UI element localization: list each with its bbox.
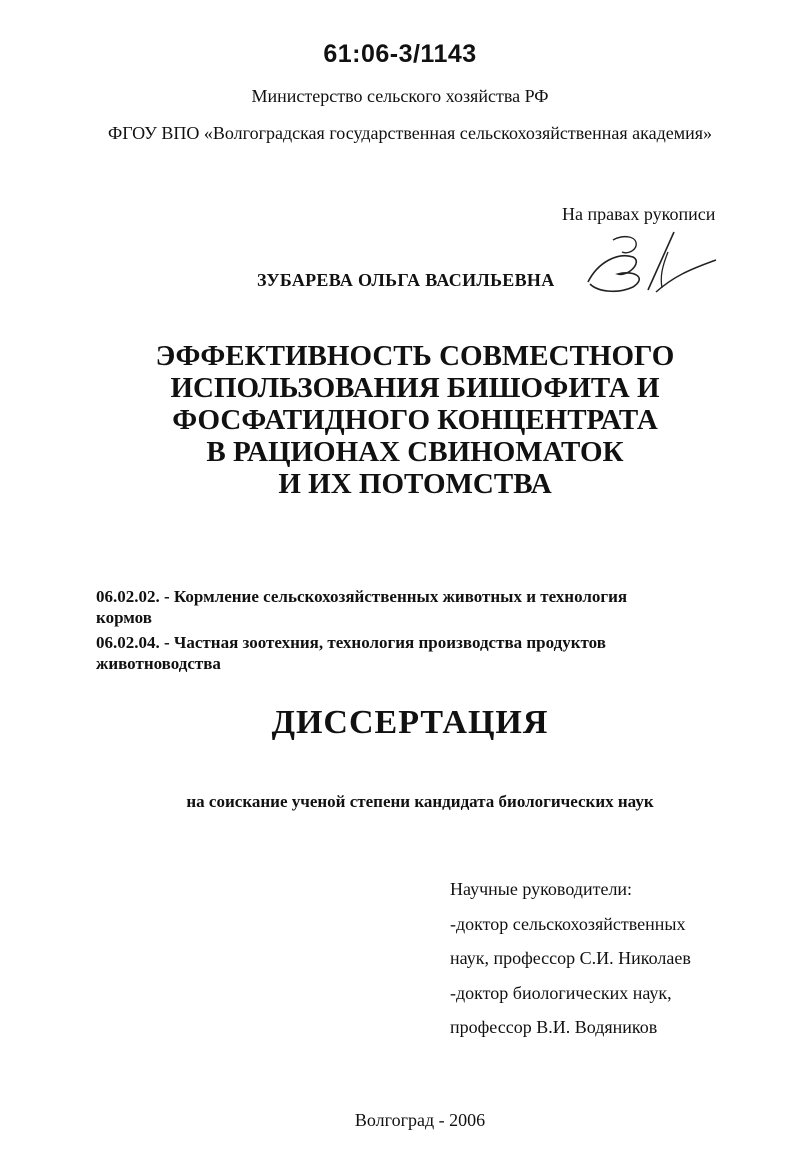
degree-line: на соискание ученой степени кандидата биологических наук <box>186 792 654 811</box>
specialty-line: 06.02.04. - Частная зоотехния, технология производства продуктов <box>96 633 606 652</box>
title-line: ИСПОЛЬЗОВАНИЯ БИШОФИТА И <box>170 372 660 404</box>
title-line: ФОСФАТИДНОГО КОНЦЕНТРАТА <box>172 404 658 436</box>
specialty-line: животноводства <box>96 654 221 673</box>
supervisor-line: -доктор сельскохозяйственных <box>450 913 686 934</box>
specialty-line: 06.02.02. - Кормление сельскохозяйственных животных и технология <box>96 587 628 606</box>
specialty-item <box>96 632 736 674</box>
title-line: И ИХ ПОТОМСТВА <box>278 468 552 500</box>
supervisor-line: профессор В.И. Водяников <box>450 1017 658 1037</box>
ministry-line: Министерство сельского хозяйства РФ <box>251 86 549 106</box>
specialty-item <box>96 586 736 628</box>
institution-line: ФГОУ ВПО «Волгоградская государственная сельскохозяйственная академия» <box>107 123 713 143</box>
supervisor-line: -доктор биологических наук, <box>450 982 672 1003</box>
supervisors-heading: Научные руководители: <box>450 879 633 899</box>
title-line: ЭФФЕКТИВНОСТЬ СОВМЕСТНОГО <box>155 340 675 372</box>
specialty-line: кормов <box>96 608 152 627</box>
title-line: В РАЦИОНАХ СВИНОМАТОК <box>206 436 624 468</box>
signature-scribble <box>578 222 728 302</box>
supervisors-block <box>450 872 691 1045</box>
catalog-number: 61:06-3/1143 <box>323 40 477 68</box>
place-year: Волгоград - 2006 <box>354 1110 486 1130</box>
author-name: ЗУБАРЕВА ОЛЬГА ВАСИЛЬЕВНА <box>257 270 555 290</box>
document-type: ДИССЕРТАЦИЯ <box>271 704 549 741</box>
supervisor-line: наук, профессор С.И. Николаев <box>450 948 691 968</box>
manuscript-note: На правах рукописи <box>562 204 716 224</box>
dissertation-title <box>0 340 800 500</box>
